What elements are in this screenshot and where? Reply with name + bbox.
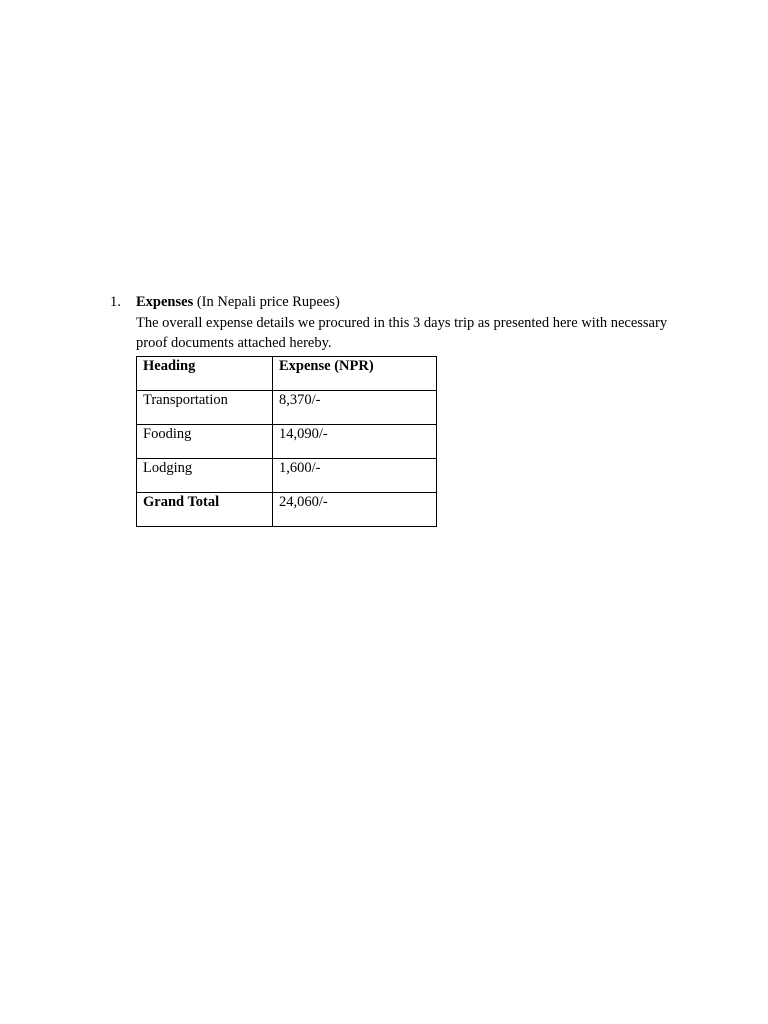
table-header-row [137, 357, 437, 391]
grand-total-value: 24,060/- [273, 493, 437, 527]
row-expense-cell: 14,090/- [273, 425, 437, 459]
row-heading-cell: Fooding [137, 425, 273, 459]
section-subtitle: (In Nepali price Rupees) [193, 294, 340, 310]
row-heading-cell: Transportation [137, 391, 273, 425]
intro-paragraph: The overall expense details we procured in this 3 days trip as presented here with necessary proof documents attached hereby. [136, 315, 668, 351]
table-total-row [137, 493, 437, 527]
table-row [137, 391, 437, 425]
column-header-expense: Expense (NPR) [273, 357, 437, 391]
expenses-section [110, 292, 710, 353]
section-title: Expenses [136, 294, 194, 310]
row-expense-cell: 1,600/- [273, 459, 437, 493]
section-heading [110, 292, 710, 313]
column-header-heading: Heading [137, 357, 273, 391]
table-row [137, 425, 437, 459]
expense-table [136, 356, 437, 527]
table-row [137, 459, 437, 493]
row-expense-cell: 8,370/- [273, 391, 437, 425]
row-heading-cell: Lodging [137, 459, 273, 493]
list-number: 1. [110, 294, 121, 310]
grand-total-label: Grand Total [137, 493, 273, 527]
